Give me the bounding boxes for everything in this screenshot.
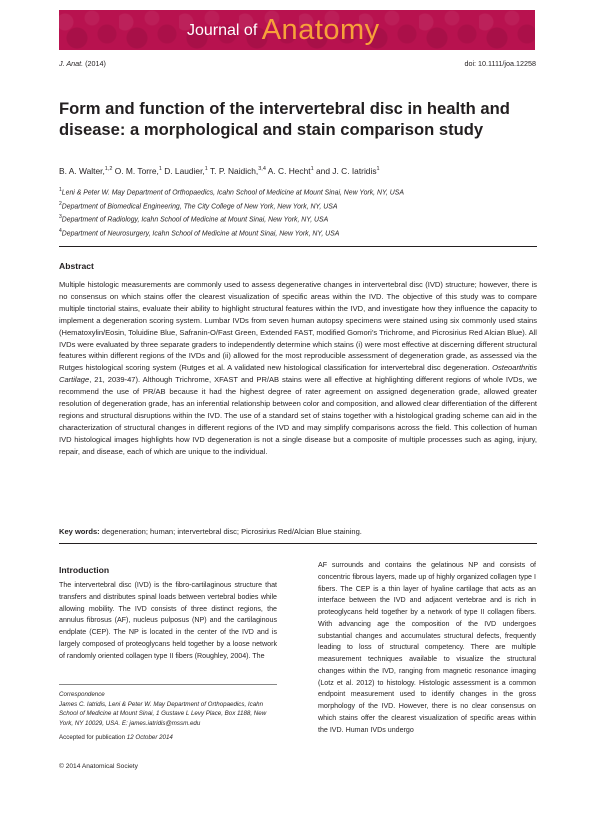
author: O. M. Torre, xyxy=(114,166,159,176)
keywords-text: degeneration; human; intervertebral disc; Picrosirius Red/Alcian Blue staining. xyxy=(101,527,362,536)
copyright: © 2014 Anatomical Society xyxy=(59,763,138,770)
author-list xyxy=(59,166,539,176)
author: T. P. Naidich, xyxy=(209,166,259,176)
accepted-label: Accepted for publication xyxy=(59,733,126,741)
accepted-line xyxy=(59,733,277,743)
correspondence-address: James C. Iatridis, Leni & Peter W. May Department of Orthopaedics, Icahn School of Medicine at Mount Sinai, 1 Gustave L Levy Place, Box 1188, New York, NY 10029, USA. E: james.iatridis@mssm.edu xyxy=(59,700,267,728)
affiliation: $^2$Department of Biomedical Engineering, The City College of New York, New York, NY, USA xyxy=(59,200,338,210)
affiliation: $^3$Department of Radiology, Icahn School of Medicine at Mount Sinai, New York, NY, USA xyxy=(59,214,329,224)
correspondence-label: Correspondence xyxy=(59,691,105,698)
author: A. C. Hecht xyxy=(267,166,311,176)
journal-name-small: Journal of xyxy=(187,22,258,39)
author: and J. C. Iatridis xyxy=(316,166,377,176)
author-sup: 1 xyxy=(158,166,162,173)
accepted-date: 12 October 2014 xyxy=(126,733,173,741)
author-sup: 1 xyxy=(204,166,208,173)
journal-name-big: Anatomy xyxy=(261,14,380,46)
journal-logo xyxy=(187,14,380,47)
author-sup: 1 xyxy=(310,166,314,173)
abstract-heading: Abstract xyxy=(59,261,94,271)
author: D. Laudier, xyxy=(164,166,205,176)
abstract-top-rule xyxy=(59,246,537,247)
intro-left-column: The intervertebral disc (IVD) is the fibro-cartilaginous structure that transfers and distributes spinal loads between vertebral bodies while allowing mobility. The IVD consists of three distinct regions, the annulus fibrosus (AF), nucleus pulposus (NP) and the cartilaginous endplate (CEP). The NP is located in the center of the IVD and is largely composed of proteoglycans held together by a loose network of randomly oriented collagen type II fibers (Roughley, 2004). The xyxy=(59,581,277,660)
correspondence-block xyxy=(59,690,277,743)
keywords-label: Key words: xyxy=(59,527,100,536)
citation-year: (2014) xyxy=(85,59,106,68)
affiliation: $^4$Department of Neurosurgery, Icahn School of Medicine at Mount Sinai, New York, NY, USA xyxy=(59,228,340,238)
article-title: Form and function of the intervertebral disc in health and disease: a morphological and stain comparison study xyxy=(59,99,510,139)
abstract-body: Multiple histologic measurements are commonly used to assess degenerative changes in intervertebral disc (IVD) structure; however, there is no consensus on which stains offer the clearest visualization of specific areas within the IVD. The objective of this study was to compare multiple tinctorial stains, evaluate their ability to highlight structural features within the IVD, and investigate how they influence the capacity to implement a degeneration scoring system. Lumbar IVDs from seven human autopsy specimens were stained using six commonly used stains (Hematoxylin/Eosin, Toluidine Blue, Safranin-O/Fast Green, Extended FAST, modified Gomori’s Trichrome, and Picrosirius Red Alcian Blue). All IVDs were evaluated by three separate graders to independently determine which stains (i) were most effective at discerning different structural features within different regions of the IVDs and (ii) allowed for the most reproducible assessment of degeneration grade, as assessed via the Rutges histological scoring system (Rutges et al. A validated new histological classification for intervertebral disc degeneration. Osteoarthritis Cartilage, 21, 2039-47). Although Trichrome, XFAST and PR/AB stains were all effective at highlighting different regions of whole IVDs, we recommend the use of PR/AB because it had the highest degree of rater agreement on assigned degeneration grade, allowed greater resolution of degeneration grade, has an inferential relationship between color and composition, and allowed clear differentiation of the different regions and structural disruptions within the IVD. The use of a standard set of stains together with a histological grading scheme can aid in the characterization of structural changes in different regions of the IVD and may simplify comparisons across the field. This collection of human IVD histological images highlights how IVD degeneration is not a single disease but a composite of multiple processes such as aging, injury, repair, and disease, each of which are unique to the individual. xyxy=(59,280,537,456)
keywords xyxy=(59,527,537,536)
correspondence-rule xyxy=(59,684,277,685)
journal-banner xyxy=(59,10,535,50)
author: B. A. Walter, xyxy=(59,166,105,176)
introduction-heading: Introduction xyxy=(59,565,110,575)
abstract-bottom-rule xyxy=(59,543,537,544)
citation xyxy=(59,59,106,68)
affiliation: $^1$Leni & Peter W. May Department of Orthopaedics, Icahn School of Medicine at Mount Sinai, New York, NY, USA xyxy=(59,187,404,197)
author-sup: 1,2 xyxy=(104,166,113,173)
author-sup: 1 xyxy=(376,166,380,173)
author-sup: 3,4 xyxy=(258,166,266,173)
affiliation-list xyxy=(59,185,539,240)
intro-right-column: AF surrounds and contains the gelatinous NP and consists of concentric fibrous layers, made up of highly organized collagen type I fibers. The CEP is a thin layer of hyaline cartilage that acts as an interface between the IVD and adjacent vertebrae and is rich in proteoglycans held together by a network of type II collagen fibers. With advancing age the composition of the IVD undergoes substantial changes and accumulates structural defects, frequently leading to loss of structural competency. There are multiple measurement techniques available to visualize the structural changes within the IVD, ranging from magnetic resonance imaging (Lotz et al. 2012) to histology. Histologic assessment is a common endpoint measurement used to identify changes in the gross morphology of the IVD. However, there is no clear consensus on which stains offer the clearest visualization of specific areas within the IVD. Human IVDs undergo xyxy=(318,561,536,734)
doi: doi: 10.1111/joa.12258 xyxy=(464,59,536,68)
citation-journal: J. Anat. xyxy=(59,59,84,68)
